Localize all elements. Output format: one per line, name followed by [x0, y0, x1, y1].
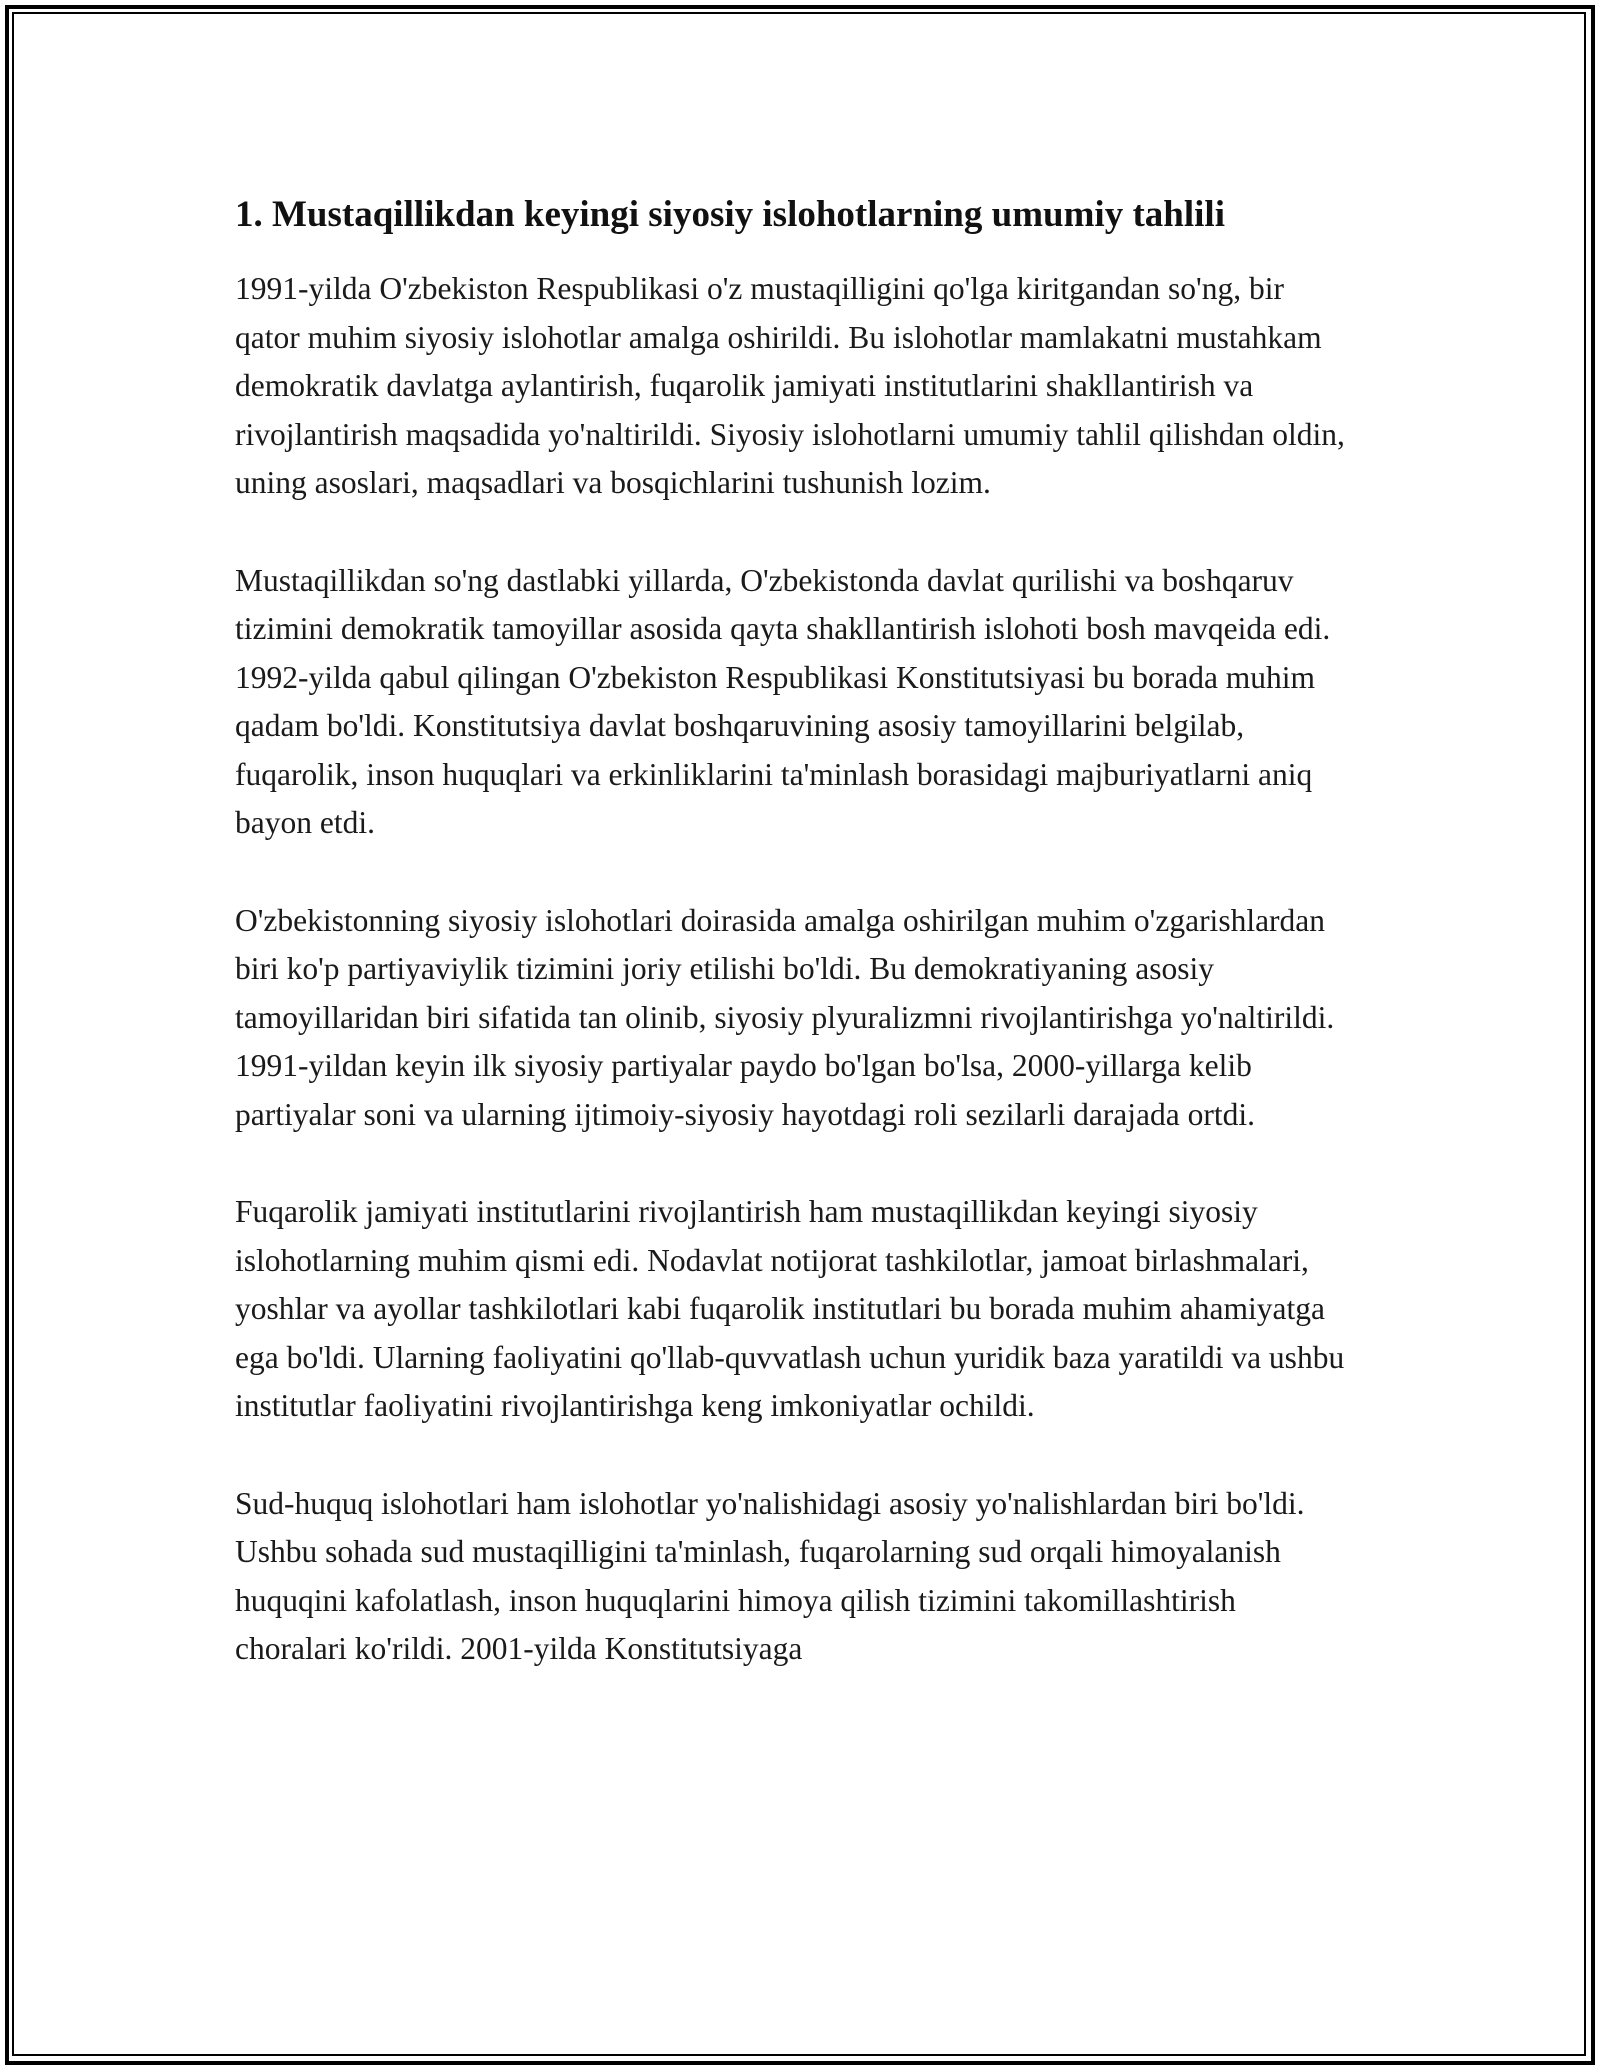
document-body	[235, 185, 1355, 1723]
paragraph-2: Mustaqillikdan so'ng dastlabki yillarda, O'zbekistonda davlat qurilishi va boshqaruv tizimini demokratik tamoyillar asosida qayta shakllantirish islohoti bosh mavqeida edi. 1992-yilda qabul qilingan O'zbekiston Respublikasi Konstitutsiyasi bu borada muhim qadam bo'ldi. Konstitutsiya davlat boshqaruvining asosiy tamoyillarini belgilab, fuqarolik, inson huquqlari va erkinliklarini ta'minlash borasidagi majburiyatlarni aniq bayon etdi.	[235, 562, 1331, 840]
section-heading: 1. Mustaqillikdan keyingi siyosiy islohotlarning umumiy tahlili	[235, 194, 1225, 235]
paragraph-5: Sud-huquq islohotlari ham islohotlar yo'nalishidagi asosiy yo'nalishlardan biri bo'ldi. Ushbu sohada sud mustaqilligini ta'minlash, fuqarolarning sud orqali himoyalanish huquqini kafolatlash, inson huquqlarini himoya qilish tizimini takomillashtirish choralari ko'rildi. 2001-yilda Konstitutsiyaga	[235, 1485, 1305, 1666]
paragraph-1: 1991-yilda O'zbekiston Respublikasi o'z mustaqilligini qo'lga kiritgandan so'ng, bir qator muhim siyosiy islohotlar amalga oshirildi. Bu islohotlar mamlakatni mustahkam demokratik davlatga aylantirish, fuqarolik jamiyati institutlarini shakllantirish va rivojlantirish maqsadida yo'naltirildi. Siyosiy islohotlarni umumiy tahlil qilishdan oldin, uning asoslari, maqsadlari va bosqichlarini tushunish lozim.	[235, 271, 1345, 500]
paragraph-4: Fuqarolik jamiyati institutlarini rivojlantirish ham mustaqillikdan keyingi siyosiy islohotlarning muhim qismi edi. Nodavlat notijorat tashkilotlar, jamoat birlashmalari, yoshlar va ayollar tashkilotlari kabi fuqarolik institutlari bu borada muhim ahamiyatga ega bo'ldi. Ularning faoliyatini qo'llab-quvvatlash uchun yuridik baza yaratildi va ushbu institutlar faoliyatini rivojlantirishga keng imkoniyatlar ochildi.	[235, 1194, 1345, 1423]
paragraph-3: O'zbekistonning siyosiy islohotlari doirasida amalga oshirilgan muhim o'zgarishlardan biri ko'p partiyaviylik tizimini joriy etilishi bo'ldi. Bu demokratiyaning asosiy tamoyillaridan biri sifatida tan olinib, siyosiy plyuralizmni rivojlantirishga yo'naltirildi. 1991-yildan keyin ilk siyosiy partiyalar paydo bo'lgan bo'lsa, 2000-yillarga kelib partiyalar soni va ularning ijtimoiy-siyosiy hayotdagi roli sezilarli darajada ortdi.	[235, 902, 1335, 1132]
